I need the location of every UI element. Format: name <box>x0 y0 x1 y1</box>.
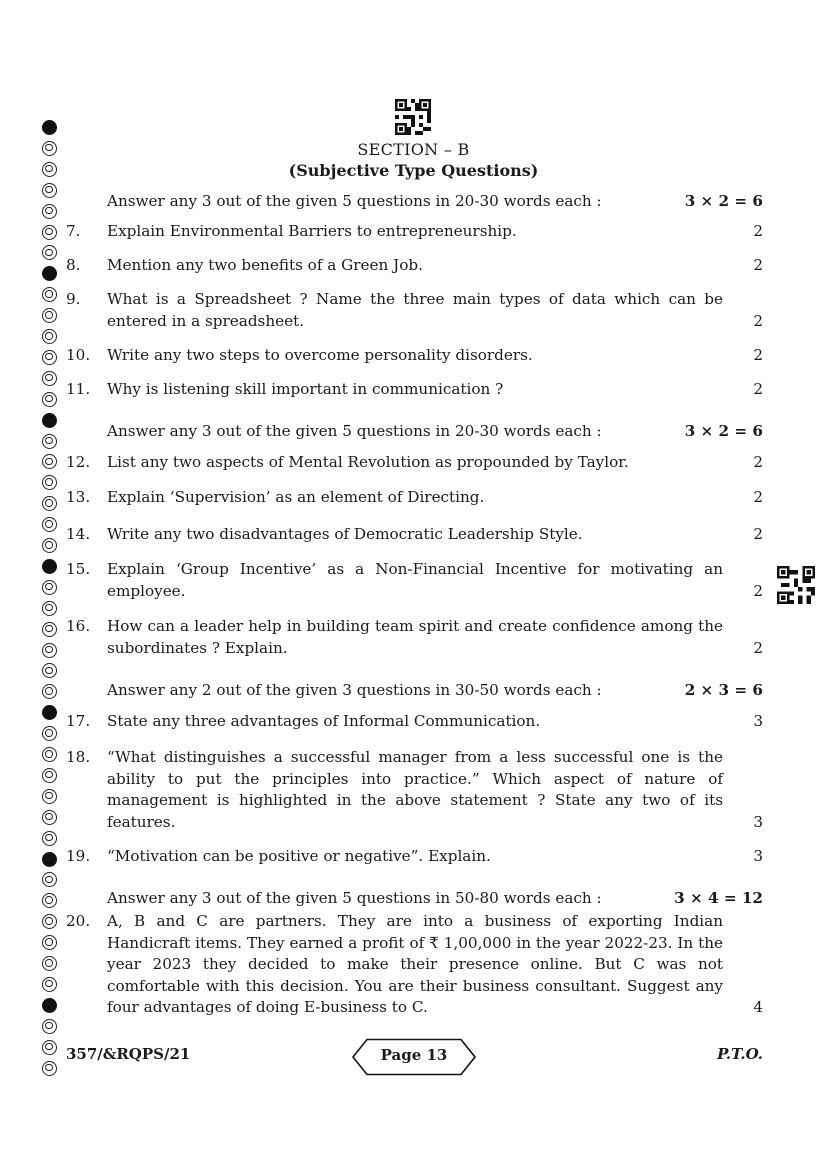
question-marks: 4 <box>753 998 763 1016</box>
instruction-text: Answer any 3 out of the given 5 questions in 50-80 words each : <box>107 889 602 907</box>
question-number: 11. <box>66 380 91 398</box>
group-1-instruction <box>107 191 763 213</box>
question-marks: 2 <box>753 488 763 506</box>
section-title: SECTION – B <box>357 140 470 159</box>
question-number: 8. <box>66 256 81 274</box>
margin-ring-icon <box>42 663 57 678</box>
margin-filled-circle-icon <box>42 559 57 574</box>
question-number: 17. <box>66 712 91 730</box>
question-marks: 2 <box>753 453 763 471</box>
question-number: 13. <box>66 488 91 506</box>
question-text: List any two aspects of Mental Revolution as propounded by Taylor. <box>107 453 629 471</box>
question-text: Write any two disadvantages of Democratic Leadership Style. <box>107 525 583 543</box>
question-text: Mention any two benefits of a Green Job. <box>107 256 423 274</box>
margin-ring-icon <box>42 308 57 323</box>
margin-ring-icon <box>42 1061 57 1076</box>
question-text: Write any two steps to overcome personality disorders. <box>107 346 533 364</box>
question-marks: 2 <box>753 581 763 600</box>
margin-ring-icon <box>42 935 57 950</box>
margin-ring-icon <box>42 204 57 219</box>
margin-ring-icon <box>42 622 57 637</box>
margin-ring-icon <box>42 789 57 804</box>
margin-ring-icon <box>42 183 57 198</box>
margin-ring-icon <box>42 1019 57 1034</box>
margin-ring-icon <box>42 956 57 971</box>
margin-filled-circle-icon <box>42 998 57 1013</box>
question-text: “Motivation can be positive or negative”. Explain. <box>107 847 491 865</box>
paper-code: 357/&RQPS/21 <box>66 1045 191 1063</box>
question-text: Explain ‘Supervision’ as an element of Directing. <box>107 488 485 506</box>
question-number: 19. <box>66 847 91 865</box>
margin-ring-icon <box>42 538 57 553</box>
margin-ring-icon <box>42 684 57 699</box>
margin-ring-icon <box>42 893 57 908</box>
group-2-instruction <box>107 421 763 443</box>
question-number: 12. <box>66 453 91 471</box>
question-marks: 2 <box>753 638 763 657</box>
question-marks: 2 <box>753 311 763 330</box>
margin-ring-icon <box>42 643 57 658</box>
question-number: 15. <box>66 560 91 578</box>
question-text: Explain Environmental Barriers to entrepreneurship. <box>107 222 517 240</box>
instruction-marks: 3 × 4 = 12 <box>674 889 763 907</box>
margin-filled-circle-icon <box>42 413 57 428</box>
instruction-marks: 3 × 2 = 6 <box>684 192 763 210</box>
margin-ring-icon <box>42 914 57 929</box>
margin-ring-icon <box>42 454 57 469</box>
question-number: 16. <box>66 617 91 635</box>
margin-filled-circle-icon <box>42 705 57 720</box>
margin-ring-icon <box>42 329 57 344</box>
instruction-marks: 2 × 3 = 6 <box>684 681 763 699</box>
margin-ring-icon <box>42 392 57 407</box>
margin-filled-circle-icon <box>42 120 57 135</box>
margin-ring-icon <box>42 810 57 825</box>
question-text: How can a leader help in building team spirit and create confidence among the subordinates ? Explain. <box>107 617 723 657</box>
margin-ring-icon <box>42 601 57 616</box>
question-marks: 3 <box>753 712 763 730</box>
margin-ring-icon <box>42 350 57 365</box>
margin-ring-icon <box>42 245 57 260</box>
question-text: Why is listening skill important in communication ? <box>107 380 504 398</box>
margin-ring-icon <box>42 768 57 783</box>
question-marks: 2 <box>753 525 763 543</box>
instruction-text: Answer any 3 out of the given 5 questions in 20-30 words each : <box>107 422 602 440</box>
margin-filled-circle-icon <box>42 852 57 867</box>
question-number: 10. <box>66 346 91 364</box>
question-number: 20. <box>66 912 91 930</box>
margin-ring-icon <box>42 225 57 240</box>
question-number: 7. <box>66 222 81 240</box>
margin-ring-icon <box>42 580 57 595</box>
question-number: 18. <box>66 748 91 766</box>
qr-code-top <box>395 99 431 135</box>
question-marks: 3 <box>753 847 763 865</box>
page-number: Page 13 <box>380 1046 448 1064</box>
instruction-text: Answer any 3 out of the given 5 questions in 20-30 words each : <box>107 192 602 210</box>
margin-ring-icon <box>42 831 57 846</box>
margin-ring-icon <box>42 371 57 386</box>
question-marks: 3 <box>753 812 763 831</box>
group-3-instruction <box>107 680 763 702</box>
qr-code-side <box>777 566 815 604</box>
instruction-text: Answer any 2 out of the given 3 questions in 30-50 words each : <box>107 681 602 699</box>
question-text: State any three advantages of Informal Communication. <box>107 712 541 730</box>
question-marks: 2 <box>753 222 763 240</box>
group-4-instruction <box>107 888 763 910</box>
margin-ring-icon <box>42 517 57 532</box>
margin-ring-icon <box>42 1040 57 1055</box>
margin-ring-icon <box>42 977 57 992</box>
question-text: A, B and C are partners. They are into a business of exporting Indian Handicraft items. They earned a profit of ₹ 1,00,000 in the year 2022-23. In the year 2023 they decided to make their presence online. But C was not comfortable with this decision. You are their business consultant. Suggest any four advantages of doing E-business to C. <box>107 912 723 1016</box>
question-marks: 2 <box>753 380 763 398</box>
question-marks: 2 <box>753 346 763 364</box>
margin-ring-icon <box>42 434 57 449</box>
margin-ring-icon <box>42 872 57 887</box>
margin-ring-icon <box>42 747 57 762</box>
question-text: “What distinguishes a successful manager from a less successful one is the ability to put the principles into practice.” Which aspect of nature of management is highlighted in the above statement ? State any two of its features. <box>107 748 723 831</box>
instruction-marks: 3 × 2 = 6 <box>684 422 763 440</box>
margin-ring-icon <box>42 287 57 302</box>
question-number: 9. <box>66 290 81 308</box>
question-text: What is a Spreadsheet ? Name the three main types of data which can be entered in a spreadsheet. <box>107 290 723 330</box>
margin-filled-circle-icon <box>42 266 57 281</box>
please-turn-over: P.T.O. <box>717 1045 763 1063</box>
question-text: Explain ‘Group Incentive’ as a Non-Financial Incentive for motivating an employee. <box>107 560 723 600</box>
question-number: 14. <box>66 525 91 543</box>
question-marks: 2 <box>753 256 763 274</box>
margin-ring-icon <box>42 475 57 490</box>
margin-ring-icon <box>42 726 57 741</box>
section-subtitle: (Subjective Type Questions) <box>288 161 539 180</box>
page-number-badge <box>351 1038 477 1076</box>
margin-ring-icon <box>42 496 57 511</box>
